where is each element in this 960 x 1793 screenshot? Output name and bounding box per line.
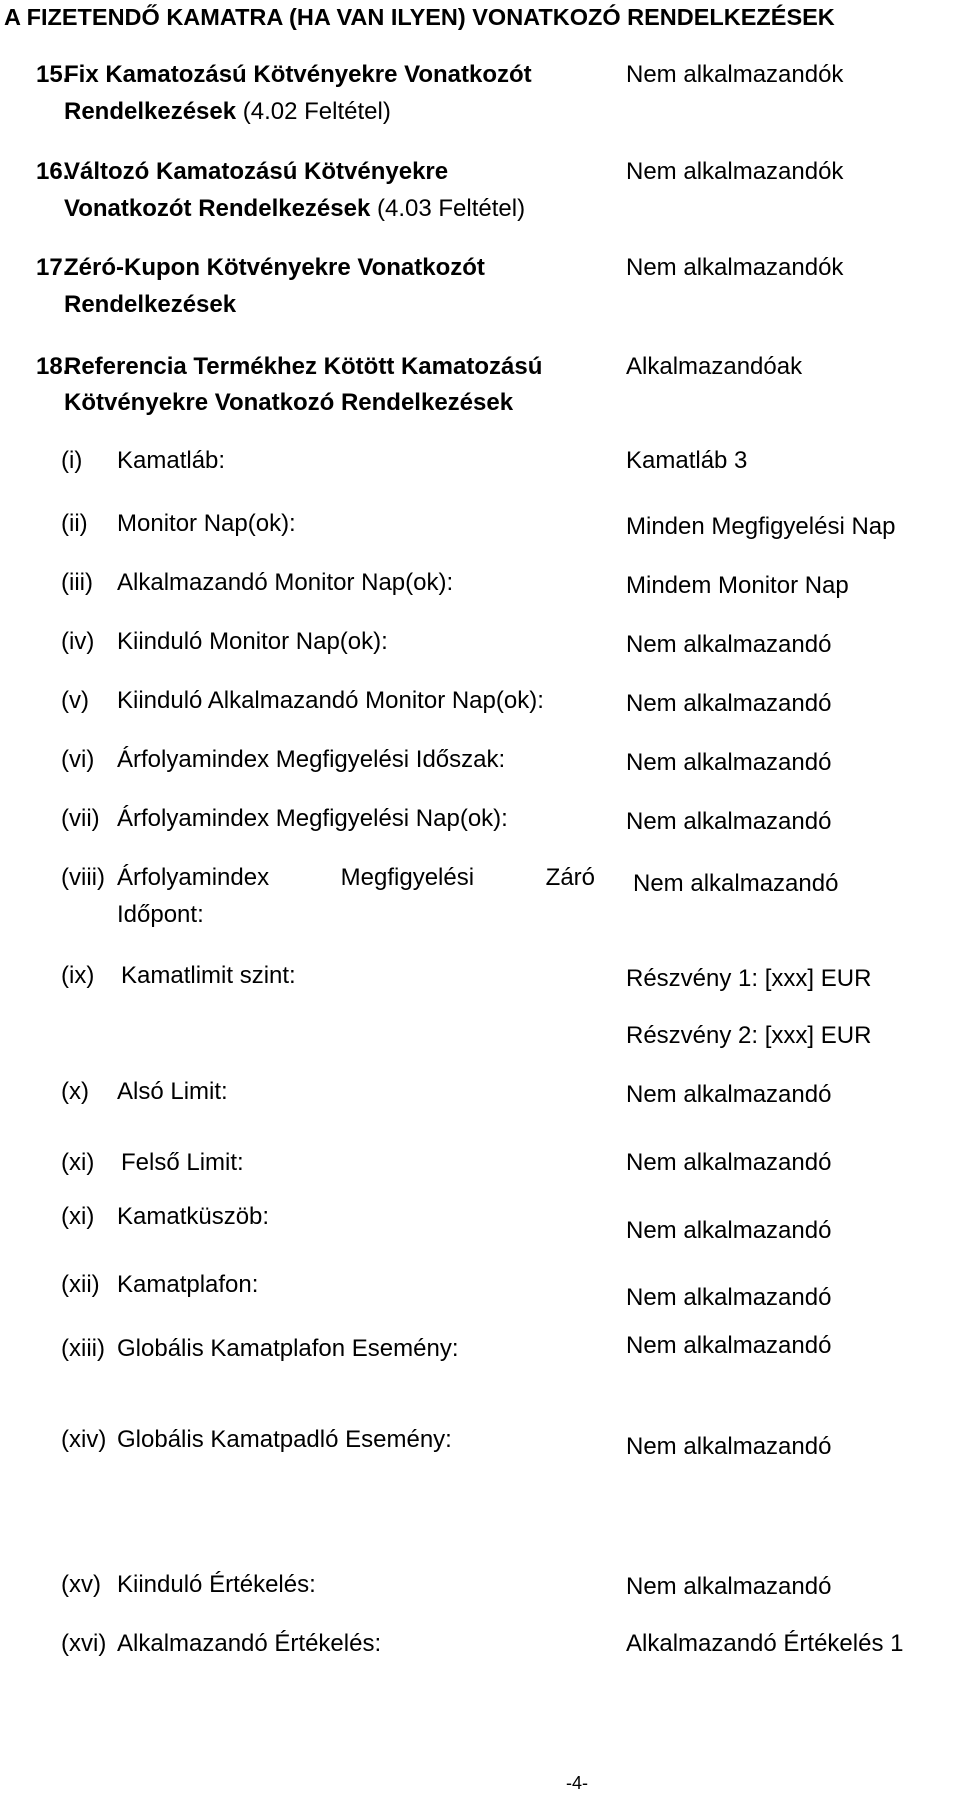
item-value: Nem alkalmazandó xyxy=(626,1284,832,1311)
section-title: Referencia Termékhez Kötött Kamatozású xyxy=(64,353,543,380)
section-value: Alkalmazandóak xyxy=(626,353,803,380)
item-value: Nem alkalmazandó xyxy=(626,1149,832,1176)
section-title-bold: Rendelkezések xyxy=(64,291,237,318)
item-value: Részvény 1: [xxx] EUR xyxy=(626,965,872,992)
section-title-line2 xyxy=(64,97,391,127)
section-title-line2 xyxy=(64,194,525,224)
section-title: Változó Kamatozású Kötvényekre xyxy=(64,158,449,185)
section-title: Zéró-Kupon Kötvényekre Vonatkozót xyxy=(64,254,485,281)
item-value-2: Részvény 2: [xxx] EUR xyxy=(626,1022,872,1049)
item-value: Alkalmazandó Értékelés 1 xyxy=(626,1630,904,1657)
item-number: (viii) xyxy=(61,864,105,891)
section-title-bold: Rendelkezések xyxy=(64,98,237,125)
section-value: Nem alkalmazandók xyxy=(626,61,844,88)
item-label: Kiinduló Értékelés: xyxy=(117,1571,316,1598)
item-number: (iv) xyxy=(61,628,95,655)
item-value: Nem alkalmazandó xyxy=(626,1081,832,1108)
item-number: (v) xyxy=(61,687,89,714)
item-value: Nem alkalmazandó xyxy=(626,690,832,717)
item-value: Nem alkalmazandó xyxy=(626,808,832,835)
item-value: Nem alkalmazandó xyxy=(626,1433,832,1460)
item-label: Alkalmazandó Monitor Nap(ok): xyxy=(117,569,454,596)
item-label: Árfolyamindex Megfigyelési Időszak: xyxy=(117,746,506,773)
item-number: (xi) xyxy=(61,1149,95,1176)
section-number: 16. xyxy=(36,158,70,185)
section-title-line2 xyxy=(64,388,513,418)
item-label: Globális Kamatpadló Esemény: xyxy=(117,1426,452,1453)
page-number: -4- xyxy=(566,1773,588,1793)
item-number: (xv) xyxy=(61,1571,101,1598)
item-label-line2: Időpont: xyxy=(117,901,204,928)
item-value: Mindem Monitor Nap xyxy=(626,572,849,599)
section-value: Nem alkalmazandók xyxy=(626,254,844,281)
item-number: (ii) xyxy=(61,510,88,537)
section-number: 17. xyxy=(36,254,70,281)
section-title-bold: Kötvényekre Vonatkozó Rendelkezések xyxy=(64,389,514,416)
item-number: (vii) xyxy=(61,805,100,832)
item-number: (vi) xyxy=(61,746,95,773)
item-label: Felső Limit: xyxy=(121,1149,244,1176)
item-label: Kiinduló Monitor Nap(ok): xyxy=(117,628,388,655)
section-title-ref: (4.03 Feltétel) xyxy=(370,195,526,222)
section-title-line2 xyxy=(64,290,236,320)
section-title-ref: (4.02 Feltétel) xyxy=(236,98,391,125)
item-number: (ix) xyxy=(61,962,95,989)
section-number: 18. xyxy=(36,353,70,380)
section-title: Fix Kamatozású Kötvényekre Vonatkozót xyxy=(64,61,532,88)
item-number: (xvi) xyxy=(61,1630,107,1657)
item-value: Kamatláb 3 xyxy=(626,447,748,474)
item-label: Kamatplafon: xyxy=(117,1271,259,1298)
item-label: Árfolyamindex Megfigyelési Záró xyxy=(117,864,595,891)
page-heading: A FIZETENDŐ KAMATRA (HA VAN ILYEN) VONATKOZÓ RENDELKEZÉSEK xyxy=(4,4,835,30)
item-value: Nem alkalmazandó xyxy=(633,870,839,897)
item-value: Minden Megfigyelési Nap xyxy=(626,513,896,540)
section-title-bold: Vonatkozót Rendelkezések xyxy=(64,195,371,222)
item-number: (xiv) xyxy=(61,1426,107,1453)
item-value: Nem alkalmazandó xyxy=(626,631,832,658)
item-label: Kiinduló Alkalmazandó Monitor Nap(ok): xyxy=(117,687,544,714)
item-label: Alkalmazandó Értékelés: xyxy=(117,1630,382,1657)
item-label: Alsó Limit: xyxy=(117,1078,228,1105)
item-value: Nem alkalmazandó xyxy=(626,1573,832,1600)
item-label: Árfolyamindex Megfigyelési Nap(ok): xyxy=(117,805,508,832)
item-number: (iii) xyxy=(61,569,93,596)
item-number: (xi) xyxy=(61,1203,95,1230)
item-value: Nem alkalmazandó xyxy=(626,1217,832,1244)
item-number: (xiii) xyxy=(61,1335,105,1362)
item-number: (x) xyxy=(61,1078,89,1105)
item-label: Monitor Nap(ok): xyxy=(117,510,296,537)
item-number: (xii) xyxy=(61,1271,100,1298)
item-number: (i) xyxy=(61,447,83,474)
item-label: Kamatláb: xyxy=(117,447,226,474)
item-label: Kamatlimit szint: xyxy=(121,962,296,989)
item-value: Nem alkalmazandó xyxy=(626,1332,832,1359)
item-label: Kamatküszöb: xyxy=(117,1203,270,1230)
item-label: Globális Kamatplafon Esemény: xyxy=(117,1335,459,1362)
section-value: Nem alkalmazandók xyxy=(626,158,844,185)
item-value: Nem alkalmazandó xyxy=(626,749,832,776)
section-number: 15. xyxy=(36,61,70,88)
